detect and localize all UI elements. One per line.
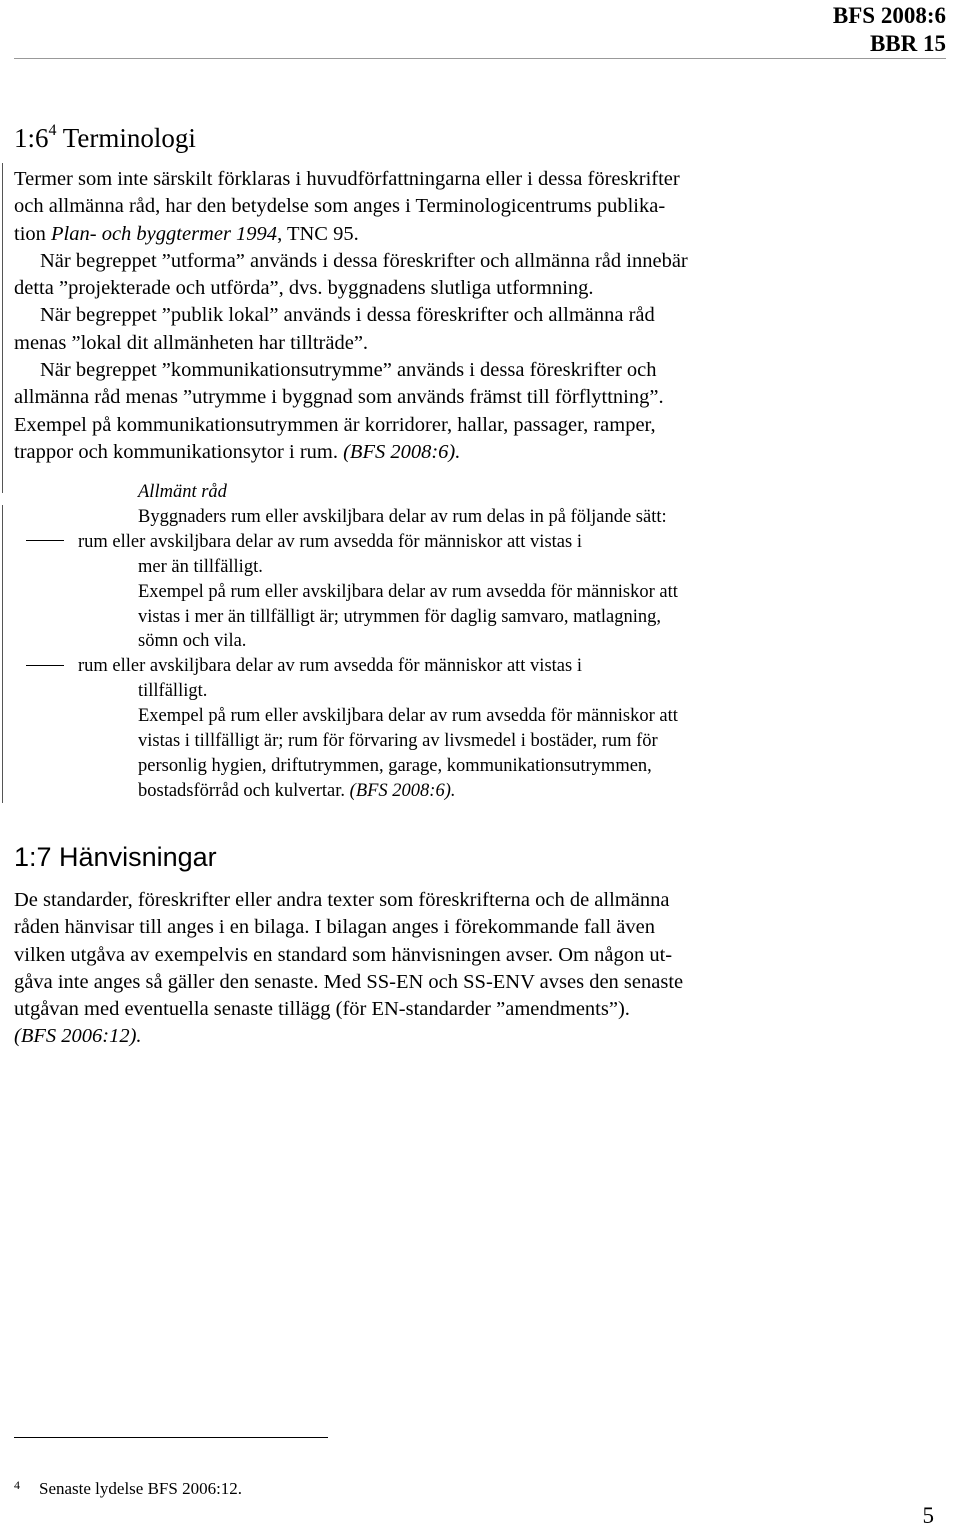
amendment-ref: (BFS 2008:6).: [349, 780, 456, 801]
body-line: utgåvan med eventuella senaste tillägg (för EN-standarder ”amendments”).: [14, 998, 630, 1021]
body-line: gåva inte anges så gäller den senaste. Med SS-EN och SS-ENV avses den senaste: [14, 970, 684, 993]
publication-title: Plan- och byggtermer 1994: [51, 222, 278, 245]
section-1-7-heading: 1:7 Hänvisningar: [14, 842, 217, 872]
section-1-6-body: [14, 166, 814, 466]
page-number: 5: [922, 1503, 934, 1528]
advice-heading: Allmänt råd: [138, 482, 227, 502]
section-1-6-heading: [14, 116, 196, 155]
advice-line: vistas i mer än tillfälligt är; utrymmen för daglig samvaro, matlagning,: [138, 606, 662, 627]
body-line: detta ”projekterade och utförda”, dvs. byggnadens slutliga utformning.: [14, 277, 594, 300]
body-line: tion Plan- och byggtermer 1994, TNC 95.: [14, 222, 359, 245]
footnote-ref: 4: [48, 122, 57, 139]
body-line: De standarder, föreskrifter eller andra texter som föreskrifterna och de allmänna: [14, 889, 670, 911]
body-line: och allmänna råd, har den betydelse som anges i Terminologicentrums publika-: [14, 195, 666, 218]
advice-line: mer än tillfälligt.: [138, 556, 263, 577]
advice-line: vistas i tillfälligt är; rum för förvaring av livsmedel i bostäder, rum för: [138, 731, 658, 752]
document-header: [833, 2, 946, 58]
footnote-separator: [14, 1437, 328, 1438]
header-code: BFS 2008:6: [832, 3, 946, 28]
body-line: Termer som inte särskilt förklaras i huvudförfattningarna eller i dessa föreskrifter: [14, 168, 680, 190]
advice-list-item: rum eller avskiljbara delar av rum avsedda för människor att vistas i: [0, 654, 818, 679]
section-1-7-body: [14, 887, 814, 1051]
amendment-ref: (BFS 2008:6).: [343, 440, 461, 463]
dash-bullet: [26, 540, 64, 541]
change-bar: [2, 163, 3, 493]
advice-line: personlig hygien, driftutrymmen, garage, kommunikationsutrymmen,: [138, 755, 652, 776]
advice-line: bostadsförråd och kulvertar. (BFS 2008:6).: [138, 780, 456, 801]
advice-line: Exempel på rum eller avskiljbara delar av rum avsedda för människor att: [138, 706, 678, 727]
advice-line: tillfälligt.: [138, 681, 208, 702]
body-line: När begreppet ”publik lokal” används i dessa föreskrifter och allmänna råd: [40, 304, 655, 327]
advice-line: Exempel på rum eller avskiljbara delar av rum avsedda för människor att: [138, 581, 678, 602]
body-line: råden hänvisar till anges i en bilaga. I bilagan anges i förekommande fall även: [14, 916, 655, 939]
advice-line: sömn och vila.: [138, 631, 247, 652]
section-title: Terminologi: [62, 123, 196, 153]
body-line: trappor och kommunikationsytor i rum. (BFS 2008:6).: [14, 440, 461, 463]
header-version: BBR 15: [869, 31, 946, 56]
body-line: När begreppet ”kommunikationsutrymme” används i dessa föreskrifter och: [40, 359, 657, 382]
section-number: 1:6: [14, 123, 49, 153]
header-rule: [14, 58, 946, 59]
advice-line: Byggnaders rum eller avskiljbara delar av rum delas in på följande sätt:: [138, 506, 667, 527]
body-line: Exempel på kommunikationsutrymmen är korridorer, hallar, passager, ramper,: [14, 413, 656, 436]
body-line: allmänna råd menas ”utrymme i byggnad som används främst till förflyttning”.: [14, 386, 664, 409]
footnote-text: Senaste lydelse BFS 2006:12.: [39, 1479, 243, 1498]
body-line: När begreppet ”utforma” används i dessa föreskrifter och allmänna råd innebär: [40, 249, 688, 272]
body-line: menas ”lokal dit allmänheten har tillträde”.: [14, 331, 369, 354]
body-line: [14, 1023, 814, 1050]
amendment-ref: (BFS 2006:12).: [14, 1025, 142, 1048]
advice-list-item: rum eller avskiljbara delar av rum avsedda för människor att vistas i: [0, 530, 818, 555]
body-line: vilken utgåva av exempelvis en standard som hänvisningen avser. Om någon ut-: [14, 943, 673, 966]
dash-bullet: [26, 665, 64, 666]
general-advice: [78, 480, 818, 804]
footnote-mark: 4: [14, 1478, 20, 1492]
